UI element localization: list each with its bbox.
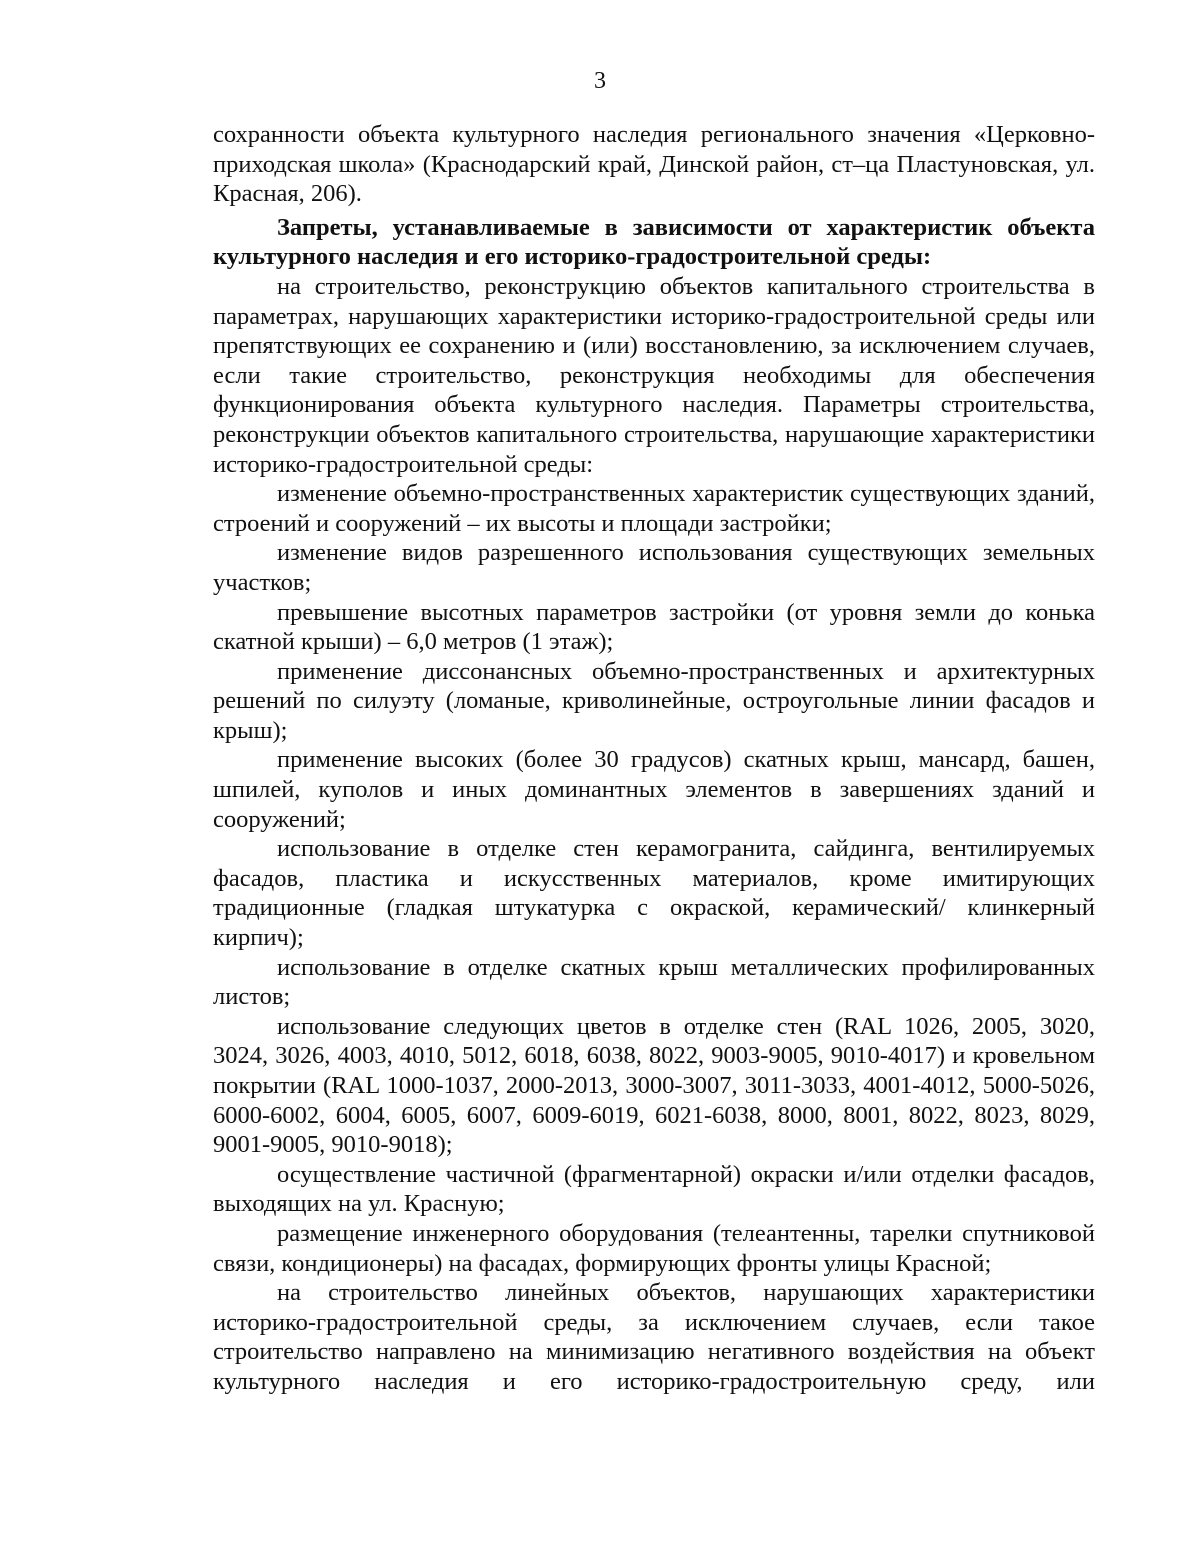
paragraph-engineering-equipment: размещение инженерного оборудования (телеантенны, тарелки спутниковой связи, кондиционеры) на фасадах, формирующих фронты улицы Красной;	[213, 1219, 1095, 1277]
paragraph-high-roofs: применение высоких (более 30 градусов) скатных крыш, мансард, башен, шпилей, куполов и иных доминантных элементов в завершениях зданий и сооружений;	[213, 746, 1095, 833]
document-body	[213, 120, 1095, 1397]
paragraph-roof-sheets: использование в отделке скатных крыш металлических профилированных листов;	[213, 953, 1095, 1011]
paragraph-height-limit: превышение высотных параметров застройки (от уровня земли до конька скатной крыши) – 6,0 метров (1 этаж);	[213, 598, 1095, 656]
paragraph-dissonant-solutions: применение диссонансных объемно-пространственных и архитектурных решений по силуэту (ломаные, криволинейные, остроугольные линии фасадов и крыш);	[213, 657, 1095, 744]
paragraph-partial-painting: осуществление частичной (фрагментарной) окраски и/или отделки фасадов, выходящих на ул. Красную;	[213, 1160, 1095, 1218]
section-heading: Запреты, устанавливаемые в зависимости от характеристик объекта культурного наследия и его историко-градостроительной среды:	[213, 213, 1095, 271]
paragraph-volume-change: изменение объемно-пространственных характеристик существующих зданий, строений и сооружений – их высоты и площади застройки;	[213, 480, 1095, 537]
paragraph-land-use-change: изменение видов разрешенного использования существующих земельных участков;	[213, 539, 1095, 596]
paragraph-ral-colors: использование следующих цветов в отделке стен (RAL 1026, 2005, 3020, 3024, 3026, 4003, 4010, 5012, 6018, 6038, 8022, 9003-9005, 9010-4017) и кровельном покрытии (RAL 1000-1037, 2000-2013, 3000-3007, 3011-3033, 4001-4012, 5000-5026, 6000-6002, 6004, 6005, 6007, 6009-6019, 6021-6038, 8000, 8001, 8022, 8023, 8029, 9001-9005, 9010-9018);	[213, 1012, 1095, 1159]
paragraph-continuation: сохранности объекта культурного наследия регионального значения «Церковно-приходская школа» (Краснодарский край, Динской район, ст–ца Пластуновская, ул. Красная, 206).	[213, 121, 1095, 208]
paragraph-construction-ban: на строительство, реконструкцию объектов капитального строительства в параметрах, нарушающих характеристики историко-градостроительной среды или препятствующих ее сохранению и (или) восстановлению, за исключением случаев, если такие строительство, реконструкция необходимы для обеспечения функционирования объекта культурного наследия. Параметры строительства, реконструкции объектов капитального строительства, нарушающие характеристики историко-градостроительной среды:	[213, 272, 1095, 478]
page-number: 3	[594, 68, 606, 94]
paragraph-wall-materials: использование в отделке стен керамогранита, сайдинга, вентилируемых фасадов, пластика и искусственных материалов, кроме имитирующих традиционные (гладкая штукатурка с окраской, керамический/ клинкерный кирпич);	[213, 835, 1095, 952]
paragraph-linear-objects: на строительство линейных объектов, нарушающих характеристики историко-градостроительной среды, за исключением случаев, если такое строительство направлено на минимизацию негативного воздействия на объект культурного наследия и его историко-градостроительную среду, или	[213, 1279, 1095, 1395]
